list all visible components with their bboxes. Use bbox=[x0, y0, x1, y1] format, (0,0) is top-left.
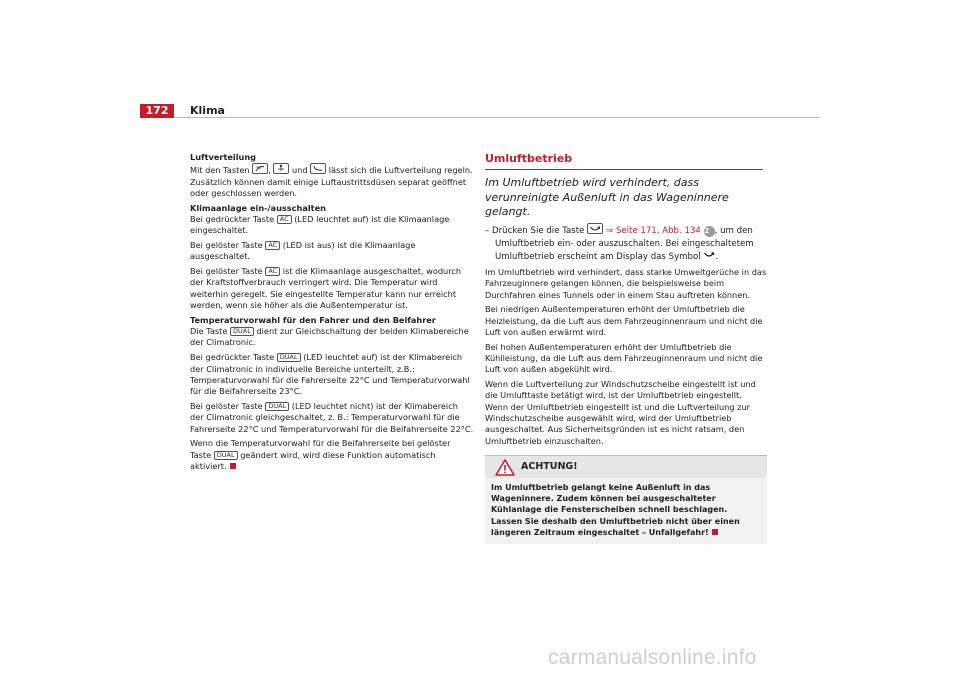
section-title: Umluftbetrieb bbox=[485, 152, 573, 165]
chapter-title: Klima bbox=[190, 104, 225, 117]
temp-paragraph-1: Temperaturvorwahl für den Fahrer und den Beifahrer Die Taste DUAL dient zur Gleichschaltung der beiden Klimabereiche der Climatronic. bbox=[190, 315, 474, 349]
section-end-marker bbox=[230, 463, 236, 469]
recirculation-display-icon bbox=[703, 252, 715, 262]
warning-body: Im Umluftbetrieb gelangt keine Außenluft in das Wageninnere. Zudem können bei ausgeschalteter Kühlanlage die Fensterscheiben schnell beschlagen. Lassen Sie deshalb den Umluftbetrieb nicht über einen längeren Zeitraum eingeschaltet – Unfallgefahr! bbox=[485, 478, 767, 544]
warning-box bbox=[485, 455, 767, 544]
luftverteilung-heading: Luftverteilung bbox=[190, 152, 257, 162]
air-distribution-upper-icon bbox=[273, 163, 289, 174]
temp-heading: Temperaturvorwahl für den Fahrer und den Beifahrer bbox=[190, 314, 436, 325]
body-paragraph: Bei hohen Außentemperaturen erhöht der Umluftbetrieb die Kühlleistung, da die Luft aus dem Fahrzeuginnenraum und nicht die Luft von außen abgekühlt wird. bbox=[485, 341, 763, 375]
air-distribution-footwell-icon bbox=[310, 163, 326, 174]
luftverteilung-paragraph: Luftverteilung Mit den Tasten , und lässt sich die Luftverteilung regeln. Zusätzlich können damit einige Luftaustrittsdüsen separat geöffnet oder geschlossen werden. bbox=[190, 152, 473, 198]
section-rule bbox=[485, 169, 763, 170]
klima-paragraph-3: Bei gelöster Taste AC ist die Klimaanlage ausgeschaltet, wodurch der Kraftstoffverbrauch verringert wird. Die Temperatur wird weiterhin geregelt. Sie eingestellte Temperatur kann nur erreicht werden, wenn sie höher als die Außentemperatur ist. bbox=[190, 266, 462, 311]
instruction-step: – Drücken Sie die Taste ⇒ Seite 171, Abb. 134 A2 , um den Umluftbetrieb ein- oder auszuschalten. Bei eingeschaltetem Umluftbetrieb erscheint am Display das Symbol . bbox=[485, 223, 767, 264]
body-paragraph: Im Umluftbetrieb wird verhindert, dass starke Umweltgerüche in das Fahrzeuginnere gelangen können, die beispielsweise beim Durchfahren eines Tunnels oder in einem Stau auftreten können. bbox=[485, 267, 767, 300]
figure-callout-badge: A2 bbox=[704, 226, 715, 237]
temp-paragraph-4: Wenn die Temperaturvorwahl für die Beifahrerseite bei gelöster Taste DUAL geändert wird, wird diese Funktion automatisch aktiviert. bbox=[190, 438, 451, 471]
ac-key: AC bbox=[265, 267, 280, 276]
dual-key: DUAL bbox=[265, 402, 289, 411]
temp-paragraph-2: Bei gedrückter Taste DUAL (LED leuchtet auf) ist der Klimabereich der Climatronic in individuelle Bereiche unterteilt, z.B.: Temperaturvorwahl für die Fahrerseite 22°C und Temperaturvorwahl für die Beifahrerseite 23°C. bbox=[190, 352, 470, 397]
temp-paragraph-3: Bei gelöster Taste DUAL (LED leuchtet nicht) ist der Klimabereich der Climatronic gleichgeschaltet, z. B.: Temperaturvorwahl für die Fahrerseite 22°C und Temperaturvorwahl für die Beifahrerseite 22°C. bbox=[190, 400, 474, 434]
section-end-marker bbox=[712, 529, 718, 535]
page-number: 172 bbox=[140, 104, 174, 118]
warning-title: ACHTUNG! bbox=[521, 460, 578, 472]
dual-key: DUAL bbox=[230, 327, 254, 336]
klima-paragraph-2: Bei gelöster Taste AC (LED ist aus) ist die Klimaanlage ausgeschaltet. bbox=[190, 240, 416, 262]
watermark: carmanualsonline.info bbox=[548, 646, 757, 669]
warning-triangle-icon bbox=[495, 459, 515, 479]
air-distribution-windscreen-icon bbox=[252, 163, 268, 174]
right-column bbox=[485, 152, 767, 544]
warning-header bbox=[485, 456, 767, 478]
klima-heading: Klimaanlage ein-/ausschalten bbox=[190, 202, 326, 213]
dual-key: DUAL bbox=[277, 353, 301, 362]
page-reference-link[interactable]: ⇒ Seite 171, Abb. 134 bbox=[605, 226, 701, 236]
ac-key: AC bbox=[265, 241, 280, 250]
dual-key: DUAL bbox=[214, 451, 238, 460]
body-paragraph: Bei niedrigen Außentemperaturen erhöht der Umluftbetrieb die Heizleistung, da die Luft aus dem Fahrzeuginnenraum und nicht die Luft von außen erwärmt wird. bbox=[485, 304, 763, 337]
left-column bbox=[190, 152, 474, 476]
recirculation-icon bbox=[587, 223, 603, 234]
body-paragraph: Wenn die Luftverteilung zur Windschutzscheibe eingestellt ist und die Umlufttaste betätigt wird, ist der Umluftbetrieb eingestellt. Wenn der Umluftbetrieb eingestellt ist und die Luftverteilung zur Windschutzscheibe ausgewählt wird, wird der Umluftbetrieb ausgeschaltet. Aus Sicherheitsgründen ist es nicht ratsam, den Umluftbetrieb einzuschalten. bbox=[485, 379, 756, 446]
header-rule bbox=[140, 117, 820, 118]
klima-paragraph-1: Klimaanlage ein-/ausschalten Bei gedrückter Taste AC (LED leuchtet auf) ist die Klimaanlage eingeschaltet. bbox=[190, 203, 474, 237]
ac-key: AC bbox=[277, 215, 292, 224]
section-intro: Im Umluftbetrieb wird verhindert, dass verunreinigte Außenluft in das Wageninnere gelangt. bbox=[485, 176, 729, 218]
